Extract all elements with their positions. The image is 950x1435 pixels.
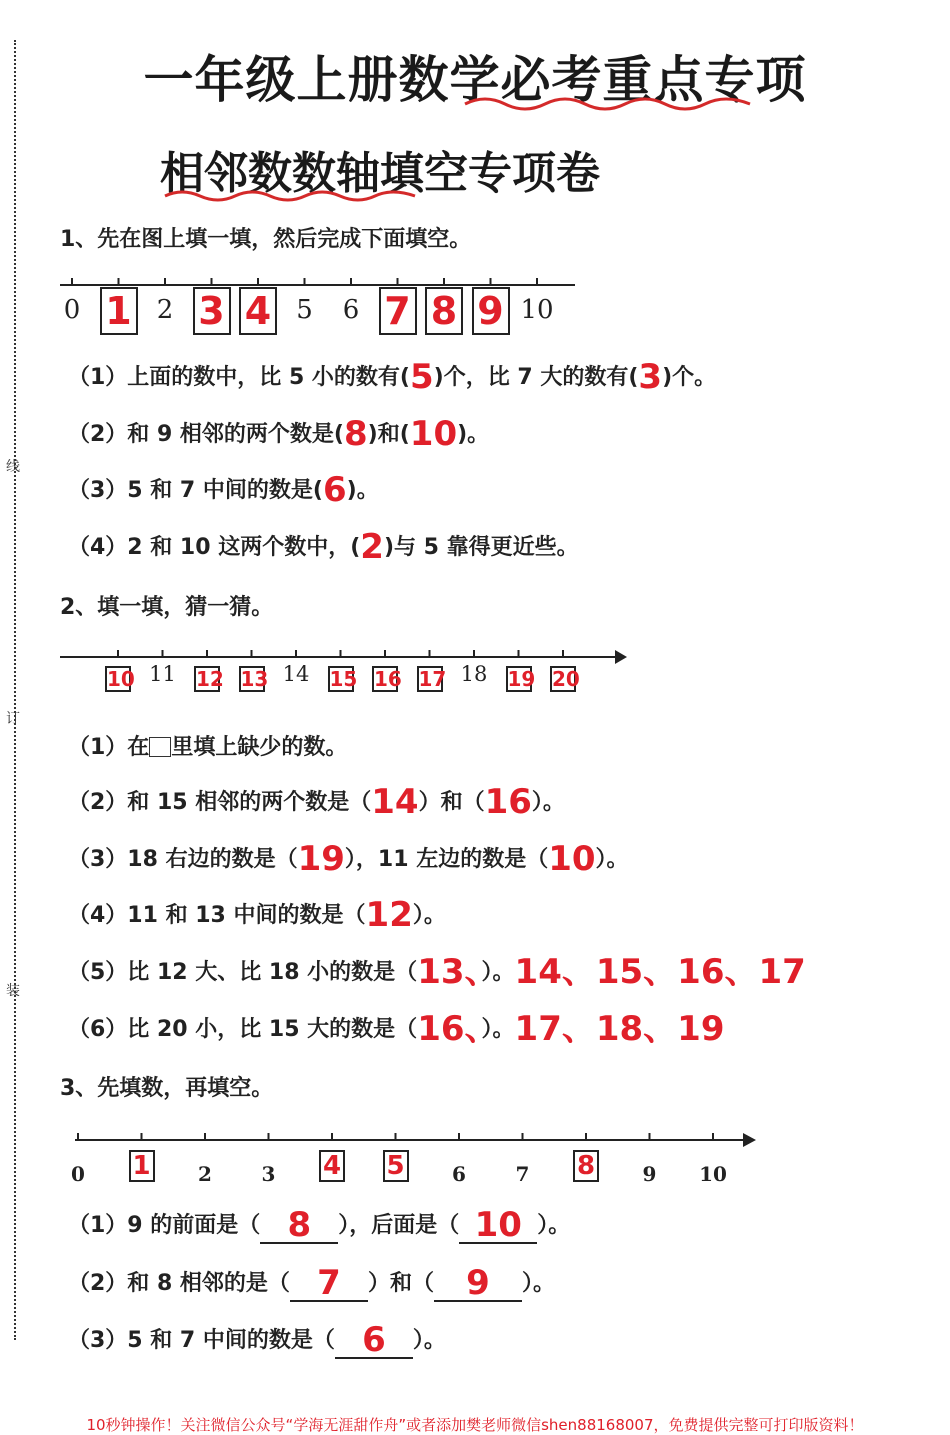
answer: 2 bbox=[360, 527, 384, 567]
empty-box-icon bbox=[149, 737, 171, 757]
filled-answer-box: 13 bbox=[240, 667, 269, 691]
answer: 12 bbox=[365, 895, 413, 935]
answer: 7 bbox=[317, 1263, 341, 1303]
answer: 10 bbox=[474, 1205, 522, 1245]
filled-answer-box: 12 bbox=[196, 667, 224, 691]
q1-item-1: （1）上面的数中，比 5 小的数有(5)个，比 7 大的数有(3)个。 bbox=[68, 357, 717, 397]
filled-answer-box: 4 bbox=[319, 1150, 345, 1182]
filled-answer-box: 4 bbox=[239, 287, 277, 335]
filled-answer-box: 3 bbox=[193, 287, 231, 335]
q3-item-3: （3）5 和 7 中间的数是（ 6 ）。 bbox=[68, 1320, 446, 1360]
answer: 3 bbox=[638, 357, 663, 397]
q3-item-1: （1）9 的前面是（ 8 ），后面是（ 10 ）。 bbox=[68, 1205, 571, 1245]
filled-answer-box: 1 bbox=[100, 287, 138, 335]
margin-label-zhuang: 装 bbox=[6, 983, 20, 999]
filled-answer-box: 19 bbox=[507, 667, 536, 691]
answer: 8 bbox=[344, 414, 368, 454]
q1-heading: 1、先在图上填一填，然后完成下面填空。 bbox=[60, 227, 472, 252]
axis-number: 6 bbox=[342, 295, 360, 325]
filled-answer-box: 9 bbox=[472, 287, 510, 335]
q1-item-4: （4）2 和 10 这两个数中，(2)与 5 靠得更近些。 bbox=[68, 527, 579, 567]
q1-item-3: （3）5 和 7 中间的数是(6)。 bbox=[68, 470, 379, 510]
margin-label-xian: 线 bbox=[6, 459, 20, 475]
axis-number: 9 bbox=[642, 1162, 657, 1186]
answer: 17、18、19 bbox=[514, 1009, 725, 1049]
answer: 14 bbox=[371, 782, 419, 822]
answer: 5 bbox=[410, 357, 434, 397]
axis-number: 18 bbox=[460, 662, 488, 686]
q2-item-4: （4）11 和 13 中间的数是（12）。 bbox=[68, 895, 446, 935]
q2-item-1: （1）在 里填上缺少的数。 bbox=[68, 735, 348, 760]
filled-answer-box: 20 bbox=[552, 667, 580, 691]
q3-item-2: （2）和 8 相邻的是（ 7 ）和（ 9 ）。 bbox=[68, 1263, 555, 1303]
axis-number: 5 bbox=[296, 295, 313, 325]
q2-item-5: （5）比 12 大、比 18 小的数是（13、）。14、15、16、17 bbox=[68, 952, 806, 992]
axis-number: 0 bbox=[63, 295, 81, 325]
axis-number: 10 bbox=[699, 1162, 727, 1186]
q3-heading: 3、先填数，再填空。 bbox=[60, 1076, 274, 1101]
axis-number: 3 bbox=[261, 1162, 276, 1186]
q1-item-2: （2）和 9 相邻的两个数是(8)和(10)。 bbox=[68, 414, 490, 454]
filled-answer-box: 16 bbox=[374, 667, 402, 691]
axis-number: 11 bbox=[149, 662, 176, 686]
axis-number: 0 bbox=[71, 1162, 85, 1186]
filled-answer-box: 10 bbox=[107, 667, 135, 691]
page-subtitle: 相邻数数轴填空专项卷 bbox=[160, 148, 600, 199]
footer-notice: 10秒钟操作！关注微信公众号“学海无涯甜作舟”或者添加樊老师微信shen88168007，免费提供完整可打印版资料！ bbox=[86, 1416, 864, 1434]
filled-answer-box: 8 bbox=[573, 1150, 599, 1182]
q3-number-line bbox=[70, 1128, 770, 1158]
filled-answer-box: 1 bbox=[129, 1150, 155, 1182]
page-title: 一年级上册数学必考重点专项 bbox=[143, 50, 807, 109]
axis-number: 14 bbox=[282, 662, 310, 686]
binding-dotted-line bbox=[14, 40, 16, 1340]
margin-label-ding: 订 bbox=[6, 711, 20, 727]
answer: 16、 bbox=[417, 1009, 482, 1049]
title-red-wave bbox=[460, 92, 760, 116]
q2-item-2: （2）和 15 相邻的两个数是（14）和（16）。 bbox=[68, 782, 565, 822]
answer: 19 bbox=[297, 839, 345, 879]
answer: 10 bbox=[409, 414, 458, 454]
filled-answer-box: 8 bbox=[425, 287, 463, 335]
q2-heading: 2、填一填，猜一猜。 bbox=[60, 595, 274, 620]
filled-answer-box: 5 bbox=[383, 1150, 409, 1182]
axis-number: 6 bbox=[452, 1162, 466, 1186]
answer: 9 bbox=[466, 1263, 490, 1303]
axis-number: 2 bbox=[156, 295, 174, 325]
filled-answer-box: 17 bbox=[418, 667, 447, 691]
answer: 14、15、16、17 bbox=[514, 952, 806, 992]
answer: 6 bbox=[362, 1320, 386, 1360]
answer: 16 bbox=[484, 782, 532, 822]
axis-number: 10 bbox=[520, 295, 554, 325]
q2-item-3: （3）18 右边的数是（19），11 左边的数是（10）。 bbox=[68, 839, 629, 879]
filled-answer-box: 7 bbox=[379, 287, 417, 335]
answer: 6 bbox=[322, 470, 347, 510]
axis-number: 7 bbox=[515, 1162, 530, 1186]
subtitle-red-wave bbox=[160, 186, 420, 206]
answer: 10 bbox=[548, 839, 596, 879]
answer: 13、 bbox=[417, 952, 482, 992]
q2-item-6: （6）比 20 小，比 15 大的数是（16、）。17、18、19 bbox=[68, 1009, 725, 1049]
answer: 8 bbox=[287, 1205, 312, 1245]
axis-number: 2 bbox=[198, 1162, 212, 1186]
filled-answer-box: 15 bbox=[329, 667, 358, 691]
